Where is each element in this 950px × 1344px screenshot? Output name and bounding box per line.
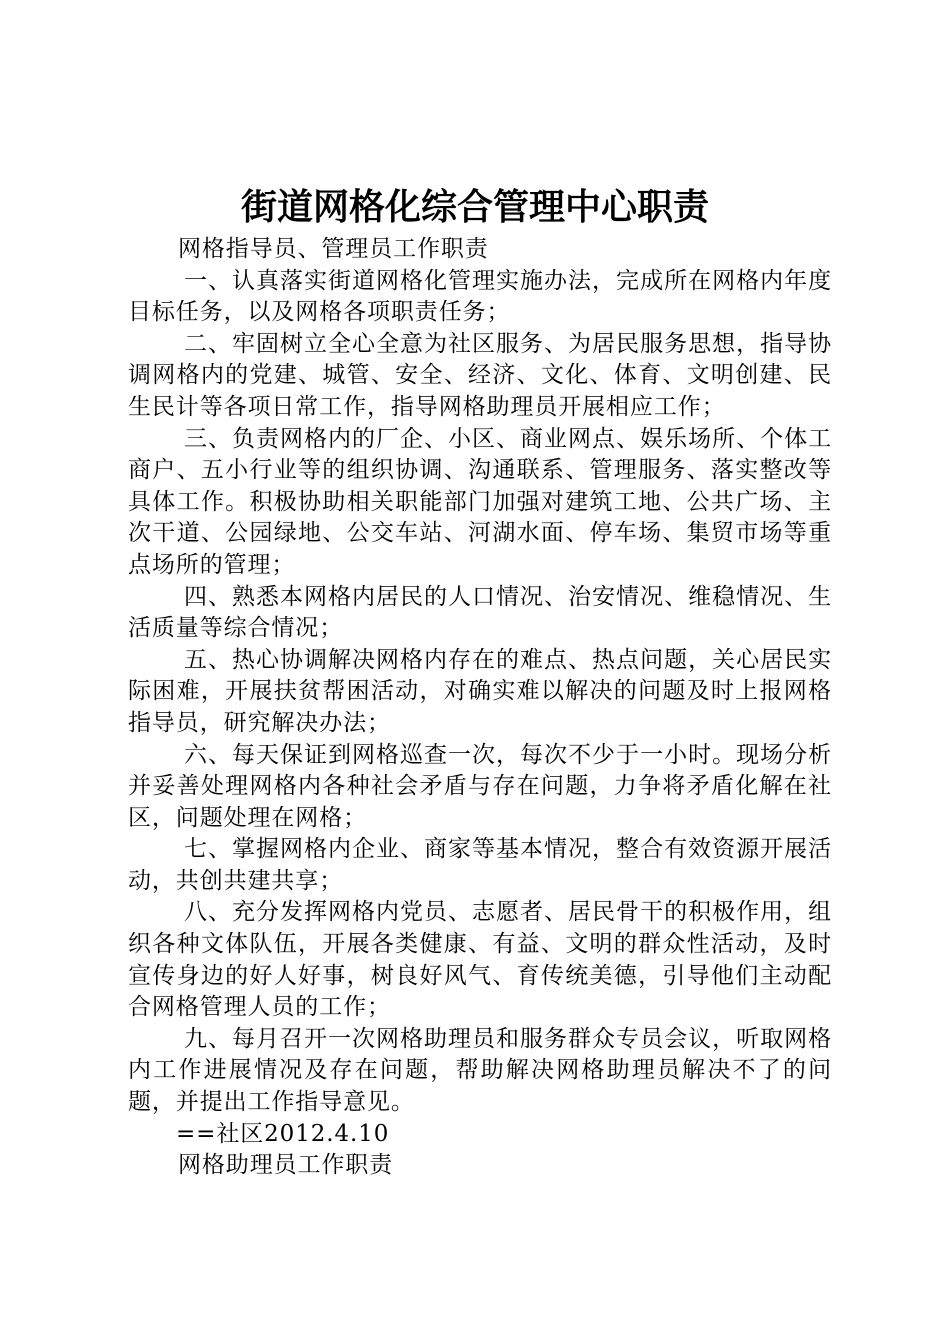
duty-paragraph-1: 一、认真落实街道网格化管理实施办法，完成所在网格内年度目标任务，以及网格各项职责任务； [128, 267, 832, 326]
duty-paragraph-7: 七、掌握网格内企业、商家等基本情况，整合有效资源开展活动，共创共建共享； [128, 836, 832, 894]
duty-paragraph-6: 六、每天保证到网格巡查一次，每次不少于一小时。现场分析并妥善处理网格内各种社会矛盾与存在问题，力争将矛盾化解在社区，问题处理在网格； [128, 741, 832, 831]
section-heading: 网格指导员、管理员工作职责 [178, 236, 489, 262]
duty-paragraph-8: 八、充分发挥网格内党员、志愿者、居民骨干的积极作用，组织各种文体队伍，开展各类健康、有益、文明的群众性活动，及时宣传身边的好人好事，树良好风气、育传统美德，引导他们主动配合网格管理人员的工作； [128, 899, 832, 1021]
duty-paragraph-9: 九、每月召开一次网格助理员和服务群众专员会议，听取网格内工作进展情况及存在问题，帮助解决网格助理员解决不了的问题，并提出工作指导意见。 [128, 1025, 832, 1116]
duty-paragraph-5: 五、热心协调解决网格内存在的难点、热点问题，关心居民实际困难，开展扶贫帮困活动，对确实难以解决的问题及时上报网格指导员，研究解决办法； [128, 646, 832, 736]
signature-date: ==社区2012.4.10 [176, 1120, 390, 1147]
document-body [128, 234, 832, 1182]
duty-paragraph-4: 四、熟悉本网格内居民的人口情况、治安情况、维稳情况、生活质量等综合情况； [128, 583, 832, 642]
next-section-heading: 网格助理员工作职责 [178, 1152, 394, 1179]
duty-paragraph-3: 三、负责网格内的厂企、小区、商业网点、娱乐场所、个体工商户、五小行业等的组织协调、沟通联系、管理服务、落实整改等具体工作。积极协助相关职能部门加强对建筑工地、公共广场、主次干道、公园绿地、公交车站、河湖水面、停车场、集贸市场等重点场所的管理； [128, 425, 832, 578]
duty-paragraph-2: 二、牢固树立全心全意为社区服务、为居民服务思想，指导协调网格内的党建、城管、安全、经济、文化、体育、文明创建、民生民计等各项日常工作，指导网格助理员开展相应工作； [128, 330, 832, 420]
document-title: 街道网格化综合管理中心职责 [240, 186, 709, 228]
